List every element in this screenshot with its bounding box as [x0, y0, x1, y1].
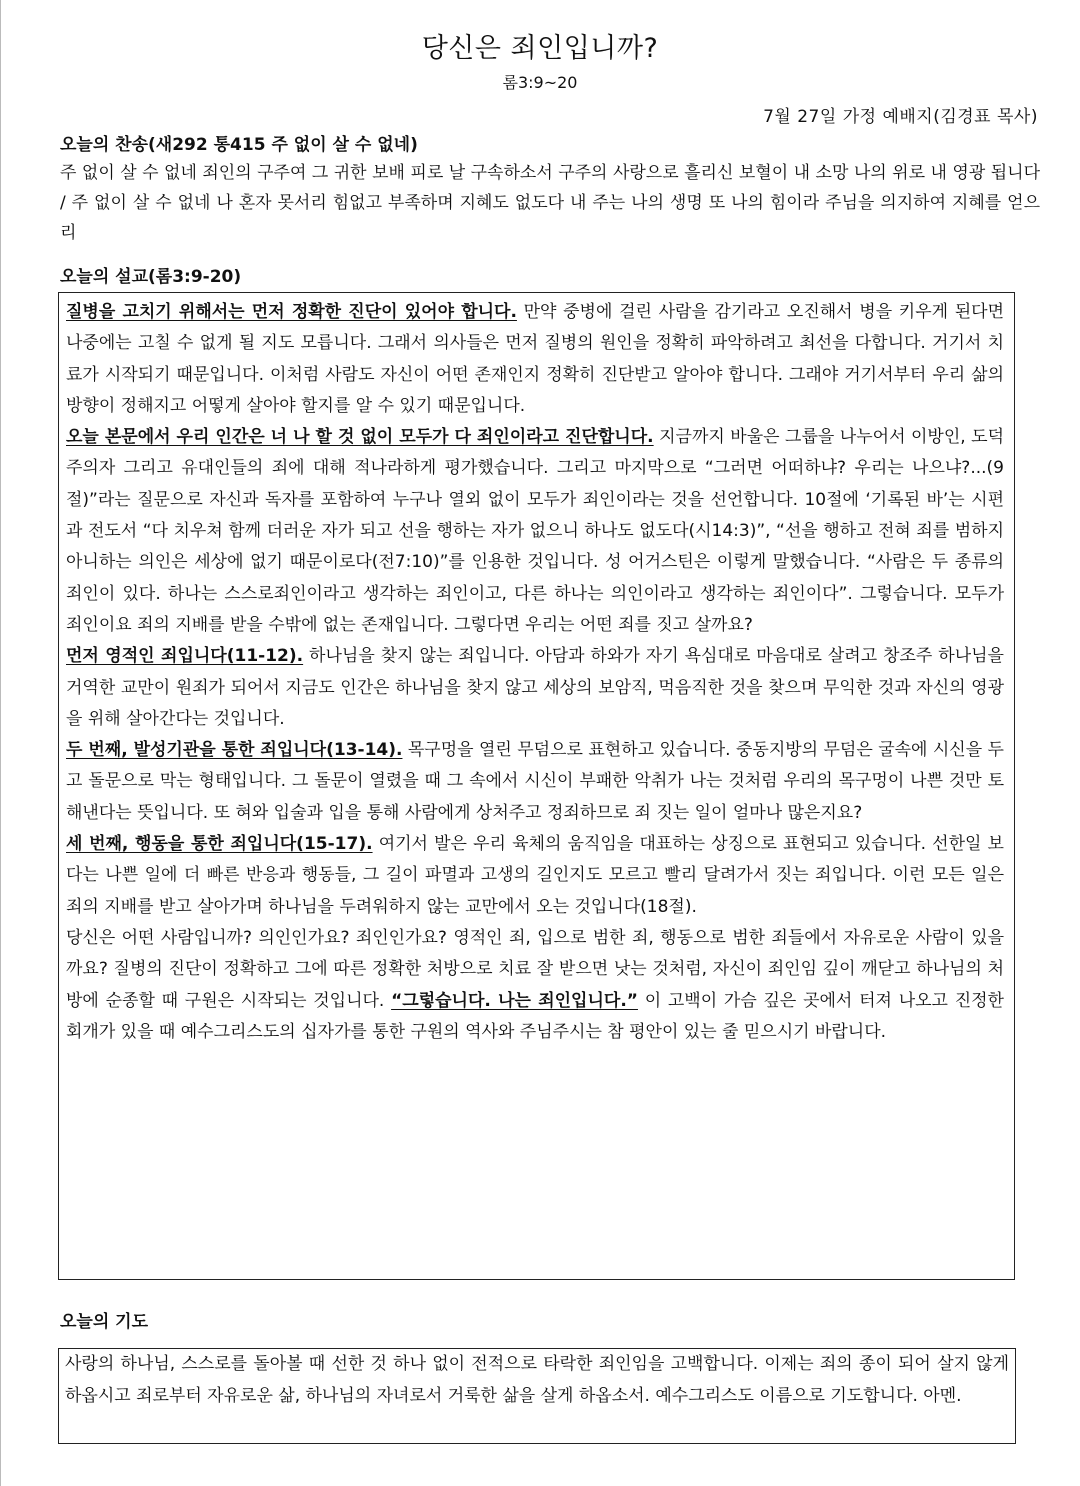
- sermon-paragraph-4: [66, 735, 1004, 829]
- sermon-text-2: 지금까지 바울은 그룹을 나누어서 이방인, 도덕주의자 그리고 유대인들의 죄에 대해 적나라하게 평가했습니다. 그리고 마지막으로 “그러면 어떠하냐? 우리는 나으냐?...(9절)”라는 질문으로 자신과 독자를 포함하여 누구나 열외 없이 모두가 죄인이라는 것을 선언합니다. 10절에 ‘기록된 바’는 시편과 전도서 “다 치우쳐 함께 더러운 자가 되고 선을 행하는 자가 없으니 하나도 없도다(시14:3)”, “선을 행하고 전혀 죄를 범하지 아니하는 의인은 세상에 없기 때문이로다(전7:10)”를 인용한 것입니다. 성 어거스틴은 이렇게 말했습니다. “사람은 두 종류의 죄인이 있다. 하나는 스스로죄인이라고 생각하는 죄인이고, 다른 하나는 의인이라고 생각하는 죄인이다”. 그렇습니다. 모두가 죄인이요 죄의 지배를 받을 수밖에 없는 존재입니다. 그렇다면 우리는 어떤 죄를 짓고 살까요?: [66, 427, 1004, 635]
- sermon-paragraph-2: [66, 422, 1004, 641]
- prayer-text: 사랑의 하나님, 스스로를 돌아볼 때 선한 것 하나 없이 전적으로 타락한 죄인임을 고백합니다. 이제는 죄의 종이 되어 살지 않게 하옵시고 죄로부터 자유로운 삶, 하나님의 자녀로서 거룩한 삶을 살게 하옵소서. 예수그리스도 이름으로 기도합니다. 아멘.: [65, 1354, 1009, 1406]
- sermon-paragraph-3: [66, 641, 1004, 735]
- hymn-heading: 오늘의 찬송(새292 통415 주 없이 살 수 없네): [60, 135, 418, 155]
- sermon-text-3: 하나님을 찾지 않는 죄입니다. 아담과 하와가 자기 욕심대로 마음대로 살려고 창조주 하나님을 거역한 교만이 원죄가 되어서 지금도 인간은 하나님을 찾지 않고 세상의 보암직, 먹음직한 것을 찾으며 무익한 것과 자신의 영광을 위해 살아간다는 것입니다.: [66, 646, 1004, 729]
- date-author-byline: 7월 27일 가정 예배지(김경표 목사): [763, 107, 1038, 127]
- sermon-text-5: 여기서 발은 우리 육체의 움직임을 대표하는 상징으로 표현되고 있습니다. 선한일 보다는 나쁜 일에 더 빠른 반응과 행동들, 그 길이 파멸과 고생의 길인지도 모르고 빨리 달려가서 짓는 죄입니다. 이런 모든 일은 죄의 지배를 받고 살아가며 하나님을 두려워하지 않는 교만에서 오는 것입니다(18절).: [66, 834, 1004, 917]
- sermon-lead-2: 오늘 본문에서 우리 인간은 너 나 할 것 없이 모두가 다 죄인이라고 진단합니다.: [66, 427, 654, 448]
- sermon-lead-4: 두 번째, 발성기관을 통한 죄입니다(13-14).: [66, 740, 403, 761]
- sermon-paragraph-5: [66, 829, 1004, 923]
- hymn-lyrics: 주 없이 살 수 없네 죄인의 구주여 그 귀한 보배 피로 날 구속하소서 구주의 사랑으로 흘리신 보혈이 내 소망 나의 위로 내 영광 됩니다 / 주 없이 살 수 없네 나 혼자 못서리 힘없고 부족하며 지혜도 없도다 내 주는 나의 생명 또 나의 힘이라 주님을 의지하여 지혜를 얻으리: [60, 163, 1040, 243]
- sermon-heading: 오늘의 설교(롬3:9-20): [60, 267, 242, 287]
- sermon-closing-confession: “그렇습니다. 나는 죄인입니다.”: [391, 990, 638, 1011]
- left-margin-rule: [0, 0, 1, 1486]
- prayer-heading: 오늘의 기도: [60, 1312, 149, 1332]
- scripture-reference: 롬3:9~20: [502, 73, 578, 92]
- sermon-lead-1: 질병을 고치기 위해서는 먼저 정확한 진단이 있어야 합니다.: [66, 302, 517, 322]
- sermon-closing-tail: 이 고백이 가슴 깊은 곳에서 터져 나오고 진정한 회개가 있을 때 예수그리스도의 십자가를 통한 구원의 역사와 주님주시는 참 평안이 있는 줄 믿으시기 바랍니다.: [66, 990, 1004, 1042]
- sermon-box: [58, 292, 1015, 1280]
- page-title: 당신은 죄인입니까?: [421, 33, 659, 64]
- sermon-paragraph-1: [66, 297, 1004, 422]
- sermon-lead-5: 세 번째, 행동을 통한 죄입니다(15-17).: [66, 834, 373, 855]
- sermon-closing-text: 당신은 어떤 사람입니까? 의인인가요? 죄인인가요? 영적인 죄, 입으로 범한 죄, 행동으로 범한 죄들에서 자유로운 사람이 있을까요? 질병의 진단이 정확하고 그에 따른 정확한 처방으로 치료 잘 받으면 낫는 것처럼, 자신이 죄인임 깊이 깨닫고 하나님의 처방에 순종할 때 구원은 시작되는 것입니다.: [66, 927, 1004, 1011]
- sermon-lead-3: 먼저 영적인 죄입니다(11-12).: [66, 646, 304, 667]
- prayer-box: [58, 1348, 1016, 1444]
- sermon-text-4: 목구멍을 열린 무덤으로 표현하고 있습니다. 중동지방의 무덤은 굴속에 시신을 두고 돌문으로 막는 형태입니다. 그 돌문이 열렸을 때 그 속에서 시신이 부패한 악취가 나는 것처럼 우리의 목구멍이 나쁜 것만 토해낸다는 뜻입니다. 또 혀와 입술과 입을 통해 사람에게 상처주고 정죄하므로 죄 짓는 일이 얼마나 많은지요?: [66, 740, 1004, 823]
- sermon-text-1: 만약 중병에 걸린 사람을 감기라고 오진해서 병을 키우게 된다면 나중에는 고칠 수 없게 될 지도 모릅니다. 그래서 의사들은 먼저 질병의 원인을 정확히 파악하려고 최선을 다합니다. 거기서 치료가 시작되기 때문입니다. 이처럼 사람도 자신이 어떤 존재인지 정확히 진단받고 알아야 합니다. 그래야 거기서부터 우리 삶의 방향이 정해지고 어떻게 살아야 할지를 알 수 있기 때문입니다.: [66, 302, 1005, 416]
- sermon-closing-paragraph: [66, 923, 1004, 1048]
